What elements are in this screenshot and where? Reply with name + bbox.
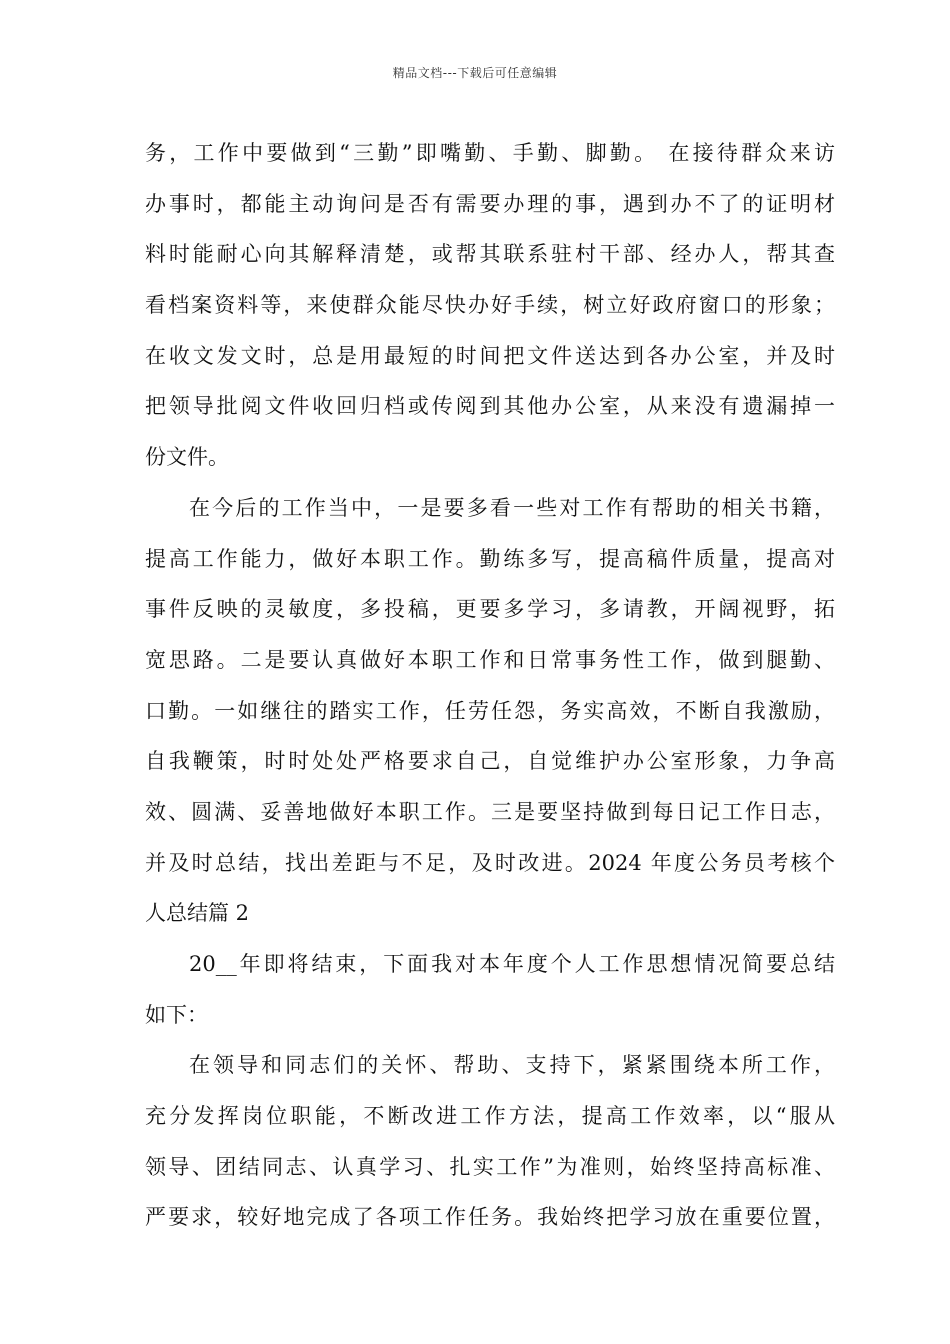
text-line: 口勤。一如继往的踏实工作，任劳任怨，务实高效，不断自我激励， [145, 698, 835, 723]
text-line: 并及时总结，找出差距与不足，及时改进。2024 年度公务员考核个 [145, 850, 835, 875]
text-line: 办事时，都能主动询问是否有需要办理的事，遇到办不了的证明材 [145, 191, 835, 216]
document-body [145, 128, 835, 1243]
text-line: 料时能耐心向其解释清楚，或帮其联系驻村干部、经办人，帮其查 [145, 242, 835, 267]
text-line: 看档案资料等，来使群众能尽快办好手续，树立好政府窗口的形象； [145, 293, 835, 318]
text-line: 事件反映的灵敏度，多投稿，更要多学习，多请教，开阔视野，拓 [145, 597, 835, 622]
text-line: 务，工作中要做到“三勤”即嘴勤、手勤、脚勤。 在接待群众来访 [145, 141, 835, 165]
text-line: 宽思路。二是要认真做好本职工作和日常事务性工作，做到腿勤、 [145, 647, 835, 672]
text-line: 20__年即将结束，下面我对本年度个人工作思想情况简要总结 [189, 952, 835, 976]
page-header: 精品文档---下载后可任意编辑 [392, 66, 558, 80]
text-line: 效、圆满、妥善地做好本职工作。三是要坚持做到每日记工作日志， [145, 799, 835, 824]
text-line: 人总结篇 2 [145, 901, 250, 926]
text-line: 在收文发文时，总是用最短的时间把文件送达到各办公室，并及时 [145, 343, 835, 368]
text-line: 充分发挥岗位职能，不断改进工作方法，提高工作效率，以“服从 [145, 1104, 835, 1129]
text-line: 份文件。 [145, 445, 229, 470]
text-line: 在今后的工作当中，一是要多看一些对工作有帮助的相关书籍， [189, 495, 835, 520]
text-line: 领导、团结同志、认真学习、扎实工作”为准则，始终坚持高标准、 [145, 1154, 835, 1179]
text-line: 把领导批阅文件收回归档或传阅到其他办公室，从来没有遗漏掉一 [145, 394, 835, 419]
text-line: 在领导和同志们的关怀、帮助、支持下，紧紧围绕本所工作， [189, 1053, 835, 1078]
text-line: 提高工作能力，做好本职工作。勤练多写，提高稿件质量，提高对 [145, 546, 835, 571]
text-line: 自我鞭策，时时处处严格要求自己，自觉维护办公室形象，力争高 [145, 749, 835, 774]
text-line: 如下： [145, 1002, 208, 1027]
text-line: 严要求，较好地完成了各项工作任务。我始终把学习放在重要位置， [145, 1205, 835, 1230]
